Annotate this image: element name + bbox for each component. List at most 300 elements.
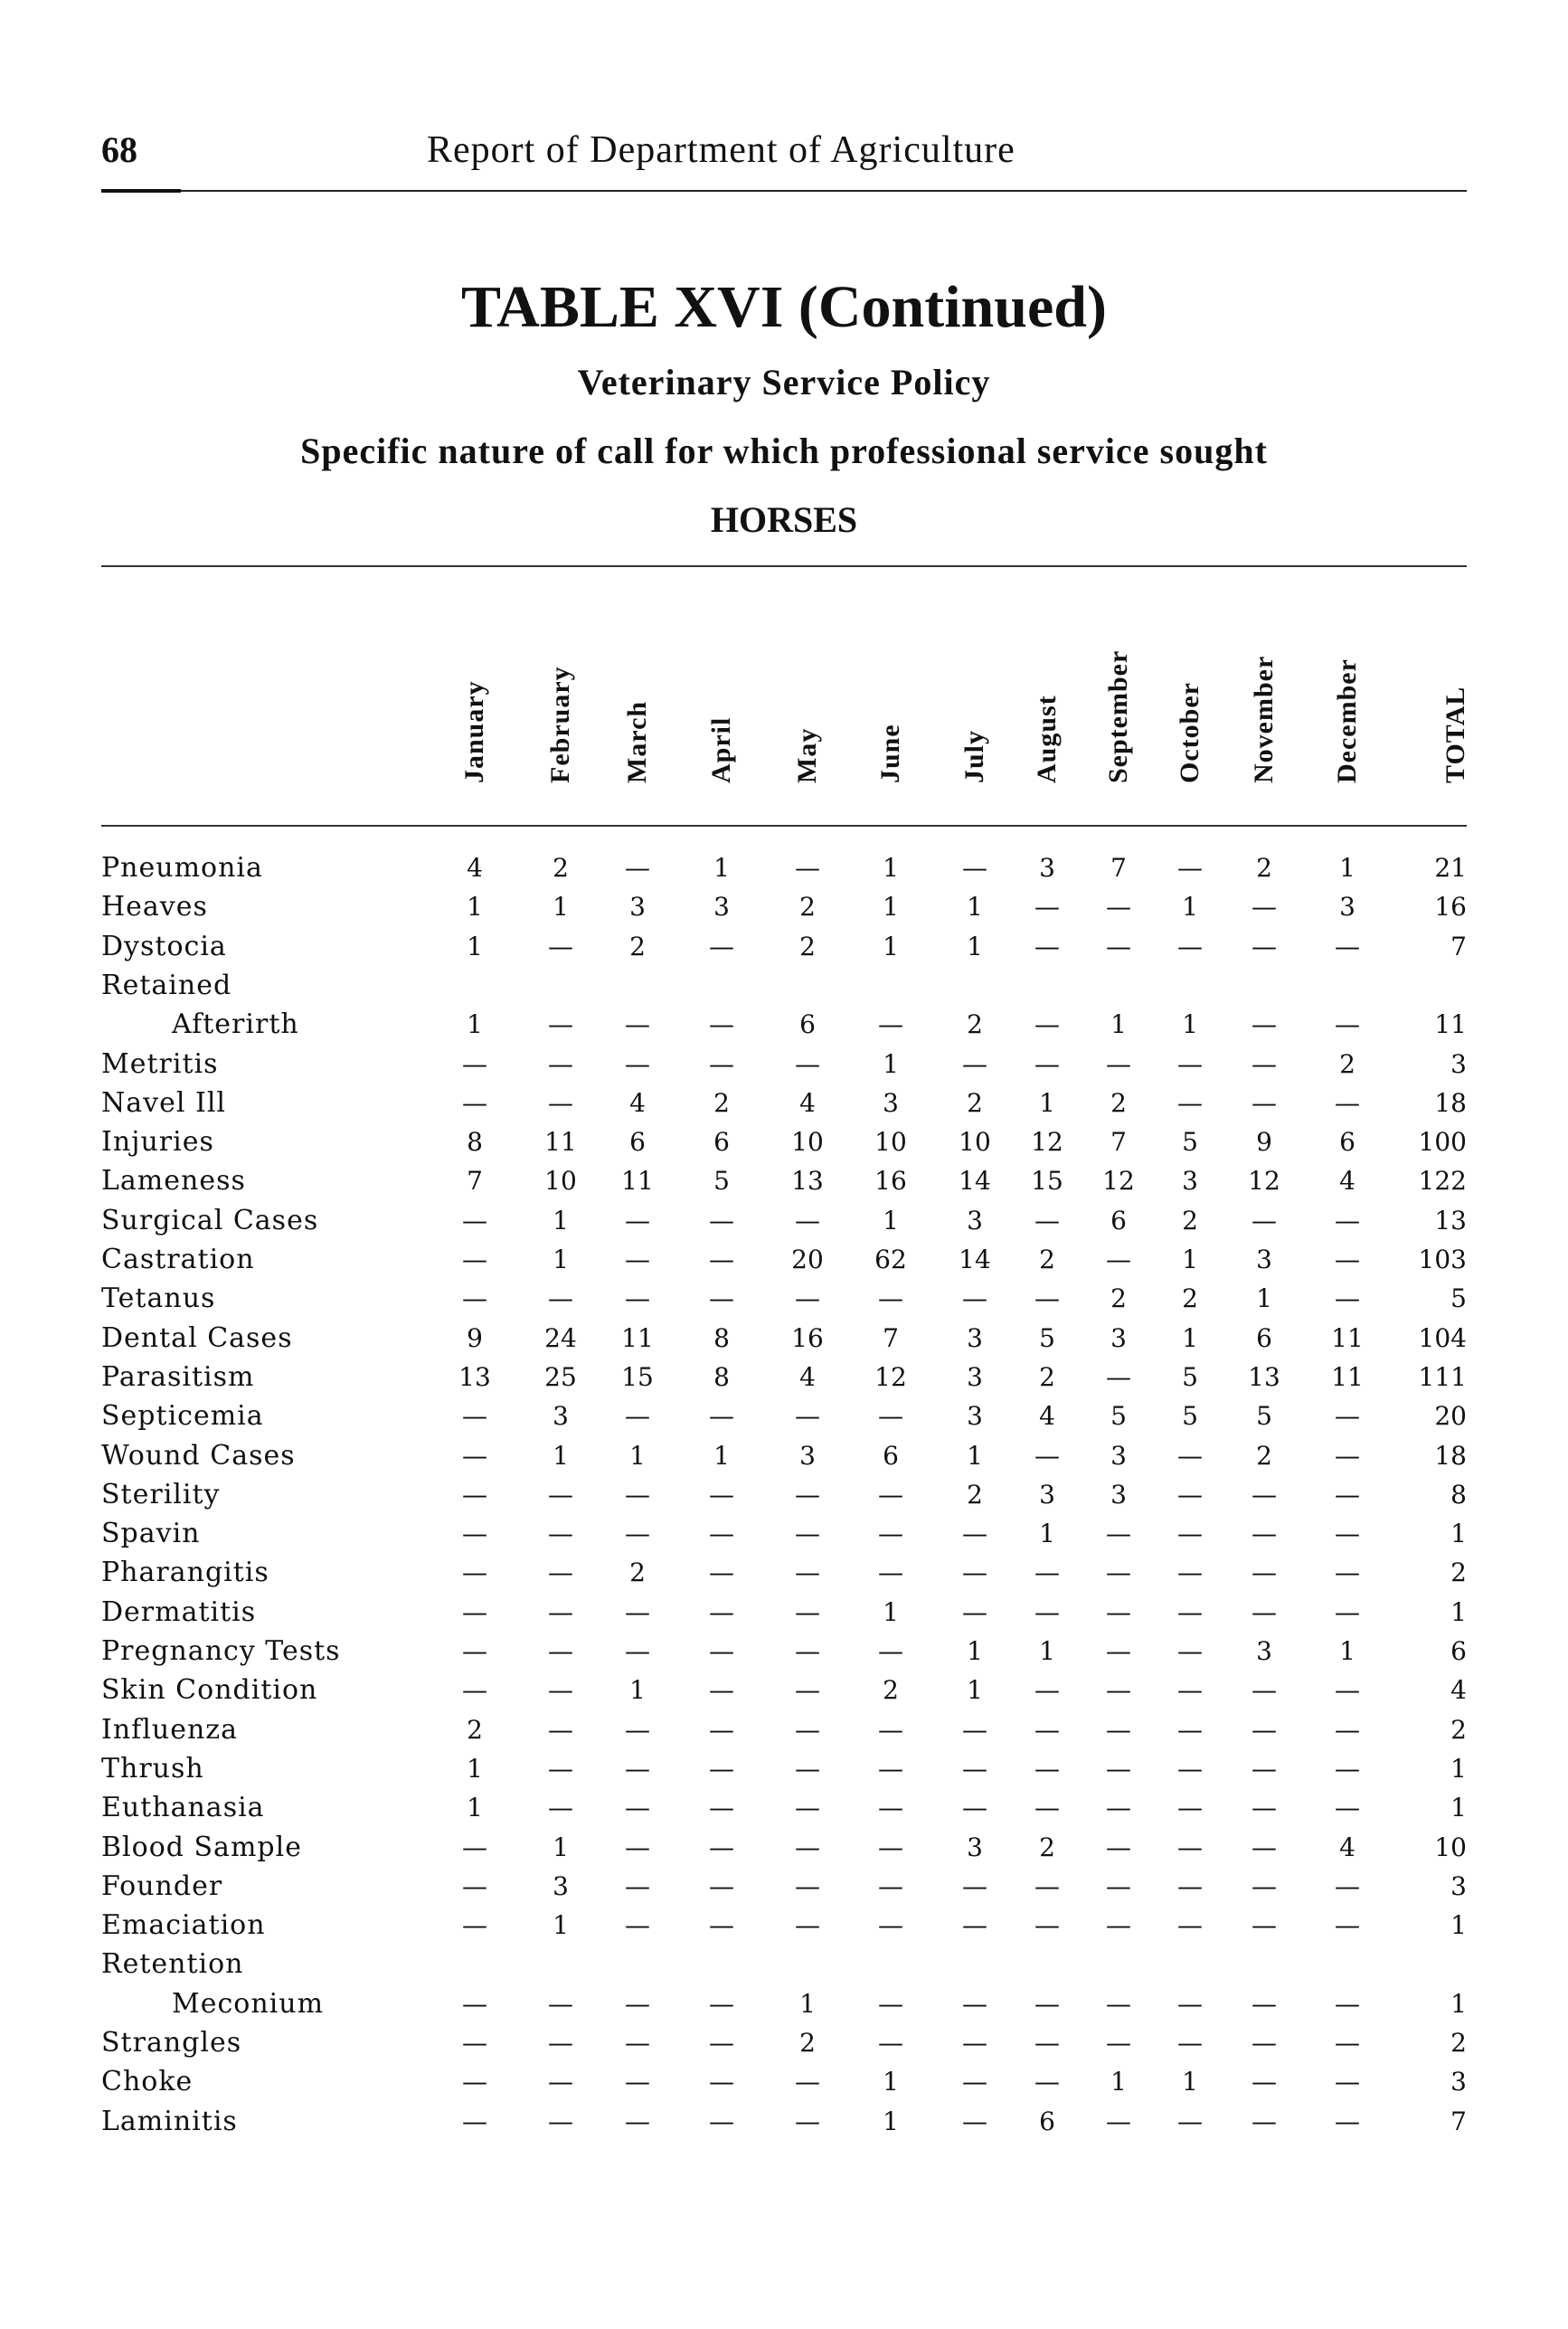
cell-value: 2 (967, 1009, 983, 1039)
row-label: Parasitism (101, 1361, 255, 1393)
cell-total: 1 (1450, 1754, 1467, 1784)
cell-value: 7 (467, 1166, 483, 1196)
cell-total: 111 (1418, 1362, 1467, 1392)
cell-value: — (1177, 1519, 1203, 1548)
page-number: 68 (101, 129, 137, 170)
cell-value: — (1335, 1519, 1360, 1548)
column-header-label: November (1249, 655, 1279, 783)
column-header-label: February (545, 666, 575, 783)
table-row (0, 1945, 1568, 1983)
cell-value: — (1335, 1088, 1360, 1118)
cell-value: 9 (1256, 1127, 1272, 1157)
cell-value: — (1335, 1206, 1360, 1236)
cell-value: 6 (713, 1127, 730, 1157)
cell-total: 2 (1450, 1557, 1467, 1587)
cell-value: — (962, 1871, 987, 1901)
cell-total: 3 (1450, 2067, 1467, 2097)
cell-value: — (1335, 1557, 1360, 1587)
cell-value: — (462, 1910, 487, 1940)
cell-value: — (548, 1519, 573, 1548)
cell-value: 3 (1039, 1480, 1055, 1510)
cell-value: — (1252, 1557, 1277, 1587)
cell-value: — (1034, 1283, 1060, 1313)
cell-value: 3 (1110, 1480, 1127, 1510)
cell-value: — (548, 2067, 573, 2097)
cell-value: — (462, 1401, 487, 1431)
cell-value: 3 (1339, 892, 1355, 922)
cell-value: — (1252, 1049, 1277, 1079)
cell-value: 1 (1039, 1636, 1055, 1666)
column-header-label: June (875, 724, 905, 783)
cell-total: 13 (1434, 1206, 1467, 1236)
cell-value: 12 (1248, 1166, 1280, 1196)
cell-value: 3 (967, 1832, 983, 1862)
cell-value: — (709, 1871, 734, 1901)
cell-value: 1 (883, 1049, 899, 1079)
cell-total: 1 (1450, 1519, 1467, 1548)
cell-value: — (1335, 1009, 1360, 1039)
cell-value: 3 (553, 1401, 569, 1431)
cell-value: — (878, 1793, 903, 1822)
cell-value: — (1335, 1675, 1360, 1705)
cell-value: — (548, 1989, 573, 2019)
cell-value: 1 (553, 1206, 569, 1236)
cell-value: 1 (467, 1754, 483, 1784)
column-header-july (952, 579, 997, 814)
cell-value: — (1034, 1441, 1060, 1471)
cell-value: 1 (967, 932, 983, 961)
cell-total: 21 (1434, 853, 1467, 883)
cell-value: 12 (1102, 1166, 1135, 1196)
cell-value: — (962, 1049, 987, 1079)
cell-value: 11 (621, 1323, 654, 1353)
cell-value: — (1106, 1793, 1131, 1822)
column-header-may (785, 579, 830, 814)
cell-value: — (1335, 1754, 1360, 1784)
cell-value: — (1252, 1754, 1277, 1784)
cell-value: 13 (791, 1166, 824, 1196)
cell-value: 8 (467, 1127, 483, 1157)
cell-value: — (1034, 1871, 1060, 1901)
cell-value: — (1335, 2107, 1360, 2136)
row-label: Heaves (101, 891, 208, 923)
cell-value: — (1177, 1871, 1203, 1901)
cell-value: 2 (799, 932, 816, 961)
cell-value: — (795, 1754, 820, 1784)
cell-value: — (962, 1793, 987, 1822)
cell-value: 2 (1039, 1832, 1055, 1862)
cell-value: 5 (1256, 1401, 1272, 1431)
cell-value: 7 (883, 1323, 899, 1353)
cell-total: 2 (1450, 2028, 1467, 2058)
cell-value: — (1177, 1910, 1203, 1940)
row-label: Dental Cases (101, 1322, 293, 1354)
cell-value: — (878, 1832, 903, 1862)
row-label: Thrush (101, 1753, 204, 1785)
cell-value: 3 (1256, 1245, 1272, 1274)
column-header-label: May (792, 727, 822, 783)
cell-value: — (1034, 1989, 1060, 2019)
column-header-june (868, 579, 913, 814)
cell-value: 6 (799, 1009, 816, 1039)
cell-value: 24 (544, 1323, 577, 1353)
cell-value: 4 (629, 1088, 646, 1118)
cell-value: — (962, 1989, 987, 2019)
row-label: Pharangitis (101, 1557, 269, 1588)
table-row (0, 1632, 1568, 1671)
table-title: TABLE XVI (Continued) (461, 274, 1107, 340)
cell-value: — (1335, 932, 1360, 961)
row-label: Founder (101, 1870, 223, 1902)
table-row (0, 1122, 1568, 1161)
cell-value: — (1177, 853, 1203, 883)
cell-value: 2 (1182, 1283, 1198, 1313)
cell-value: — (962, 2067, 987, 2097)
cell-value: 3 (553, 1871, 569, 1901)
cell-value: — (1106, 1597, 1131, 1627)
cell-value: — (1252, 892, 1277, 922)
column-header-label: April (706, 716, 736, 783)
cell-value: — (1106, 892, 1131, 922)
cell-value: — (548, 932, 573, 961)
cell-value: — (1252, 1480, 1277, 1510)
cell-value: — (795, 1049, 820, 1079)
cell-value: — (1177, 1088, 1203, 1118)
cell-value: 1 (967, 1675, 983, 1705)
cell-value: 16 (874, 1166, 907, 1196)
cell-value: — (548, 1088, 573, 1118)
table-row (0, 1319, 1568, 1358)
cell-total: 1 (1450, 1910, 1467, 1940)
cell-value: — (709, 1715, 734, 1745)
cell-value: — (1106, 1754, 1131, 1784)
cell-value: — (962, 1754, 987, 1784)
cell-value: 1 (883, 932, 899, 961)
row-label: Euthanasia (101, 1792, 265, 1823)
cell-value: 2 (1339, 1049, 1355, 1079)
table-row (0, 1279, 1568, 1318)
cell-value: — (1177, 1480, 1203, 1510)
table-row (0, 1671, 1568, 1709)
cell-value: 1 (967, 1441, 983, 1471)
cell-value: 6 (883, 1441, 899, 1471)
cell-value: — (1335, 1401, 1360, 1431)
cell-value: 1 (1339, 1636, 1355, 1666)
cell-value: 11 (1331, 1362, 1364, 1392)
cell-value: — (625, 1519, 650, 1548)
cell-value: 1 (883, 892, 899, 922)
table-row (0, 1475, 1568, 1514)
cell-value: 1 (967, 892, 983, 922)
cell-value: — (1034, 1910, 1060, 1940)
cell-value: — (1034, 1557, 1060, 1587)
cell-value: — (795, 1832, 820, 1862)
cell-value: — (1335, 1597, 1360, 1627)
row-label: Pneumonia (101, 852, 263, 884)
cell-value: — (709, 1754, 734, 1784)
cell-value: — (795, 853, 820, 883)
cell-value: 2 (1039, 1362, 1055, 1392)
cell-value: 1 (553, 1832, 569, 1862)
cell-value: — (1106, 1871, 1131, 1901)
row-label: Meconium (172, 1988, 325, 2020)
cell-value: — (1177, 2028, 1203, 2058)
cell-total: 3 (1450, 1049, 1467, 1079)
cell-value: 4 (1339, 1166, 1355, 1196)
table-row (0, 2102, 1568, 2141)
row-label: Navel Ill (101, 1087, 227, 1119)
cell-value: — (1034, 1597, 1060, 1627)
cell-value: 3 (713, 892, 730, 922)
cell-value: — (709, 932, 734, 961)
cell-value: 1 (467, 1009, 483, 1039)
cell-value: — (962, 1715, 987, 1745)
table-row (0, 848, 1568, 887)
cell-value: 6 (1110, 1206, 1127, 1236)
cell-value: — (878, 1480, 903, 1510)
cell-value: 2 (629, 932, 646, 961)
cell-value: — (1252, 1989, 1277, 2019)
cell-value: — (962, 1597, 987, 1627)
cell-value: 11 (544, 1127, 577, 1157)
cell-value: — (1335, 1715, 1360, 1745)
cell-value: 1 (883, 1206, 899, 1236)
cell-value: — (1335, 1793, 1360, 1822)
row-label: Lameness (101, 1165, 246, 1197)
cell-value: — (795, 1206, 820, 1236)
cell-total: 103 (1418, 1245, 1467, 1274)
cell-value: — (462, 1871, 487, 1901)
cell-value: — (548, 1283, 573, 1313)
cell-value: 1 (1256, 1283, 1272, 1313)
cell-total: 6 (1450, 1636, 1467, 1666)
cell-value: — (1034, 1715, 1060, 1745)
cell-value: — (625, 1715, 650, 1745)
cell-value: — (878, 1871, 903, 1901)
cell-value: — (709, 2028, 734, 2058)
cell-value: — (625, 1832, 650, 1862)
cell-value: — (962, 1910, 987, 1940)
cell-value: — (878, 1519, 903, 1548)
cell-value: — (1177, 932, 1203, 961)
cell-value: — (1177, 1793, 1203, 1822)
cell-value: — (709, 1675, 734, 1705)
column-header-label: September (1103, 649, 1133, 783)
table-titles (101, 267, 1467, 554)
cell-value: — (1335, 1441, 1360, 1471)
cell-value: — (878, 2028, 903, 2058)
cell-value: — (462, 1557, 487, 1587)
cell-total: 122 (1418, 1166, 1467, 1196)
cell-value: — (795, 1793, 820, 1822)
cell-value: — (625, 1245, 650, 1274)
cell-value: 6 (1256, 1323, 1272, 1353)
cell-value: — (1177, 2107, 1203, 2136)
cell-value: — (795, 1675, 820, 1705)
row-label: Injuries (101, 1126, 214, 1158)
cell-value: — (548, 1480, 573, 1510)
column-header-september (1096, 579, 1141, 814)
cell-value: — (1252, 1519, 1277, 1548)
cell-total: 5 (1450, 1283, 1467, 1313)
cell-total: 20 (1434, 1401, 1467, 1431)
table-row (0, 1005, 1568, 1044)
row-label: Surgical Cases (101, 1205, 319, 1236)
cell-value: — (462, 1049, 487, 1079)
table-row (0, 1867, 1568, 1906)
cell-value: — (625, 1989, 650, 2019)
cell-value: 15 (1031, 1166, 1063, 1196)
cell-value: — (709, 1557, 734, 1587)
row-label: Choke (101, 2066, 194, 2097)
cell-value: — (1177, 1715, 1203, 1745)
cell-value: 13 (1248, 1362, 1280, 1392)
cell-value: — (709, 1793, 734, 1822)
column-header-label: TOTAL (1440, 686, 1470, 783)
cell-value: — (795, 2067, 820, 2097)
table-row (0, 966, 1568, 1005)
cell-value: 16 (791, 1323, 824, 1353)
cell-value: — (1106, 1715, 1131, 1745)
cell-value: 2 (967, 1088, 983, 1118)
cell-total: 10 (1434, 1832, 1467, 1862)
cell-value: — (1177, 1675, 1203, 1705)
cell-value: — (878, 1754, 903, 1784)
column-header-february (538, 579, 583, 814)
cell-value: — (1177, 1754, 1203, 1784)
cell-value: 2 (713, 1088, 730, 1118)
cell-value: 1 (1182, 2067, 1198, 2097)
animal-heading: HORSES (710, 499, 858, 540)
cell-value: 5 (1182, 1362, 1198, 1392)
cell-value: — (462, 2028, 487, 2058)
cell-value: 2 (553, 853, 569, 883)
column-header-label: August (1032, 695, 1062, 783)
cell-value: — (1177, 1636, 1203, 1666)
cell-value: — (1106, 1362, 1131, 1392)
cell-total: 7 (1450, 932, 1467, 961)
row-label: Influenza (101, 1714, 238, 1746)
cell-value: — (625, 1793, 650, 1822)
cell-value: 8 (713, 1323, 730, 1353)
cell-value: — (462, 1480, 487, 1510)
cell-value: 1 (1182, 1245, 1198, 1274)
cell-value: — (1034, 892, 1060, 922)
cell-value: — (625, 1401, 650, 1431)
cell-value: — (1034, 1009, 1060, 1039)
cell-value: — (1106, 1519, 1131, 1548)
cell-value: — (709, 1009, 734, 1039)
cell-value: — (795, 1636, 820, 1666)
cell-value: — (709, 1989, 734, 2019)
column-header-label: July (959, 729, 989, 783)
table-row (0, 1710, 1568, 1749)
cell-value: 6 (1039, 2107, 1055, 2136)
cell-value: 5 (1182, 1401, 1198, 1431)
cell-value: 15 (621, 1362, 654, 1392)
row-label: Sterility (101, 1479, 221, 1510)
cell-value: — (462, 1675, 487, 1705)
cell-value: — (795, 1401, 820, 1431)
cell-value: — (625, 1754, 650, 1784)
column-headers (0, 579, 1568, 814)
cell-value: — (1034, 2028, 1060, 2058)
cell-value: 3 (629, 892, 646, 922)
cell-value: — (1335, 1989, 1360, 2019)
cell-total: 18 (1434, 1088, 1467, 1118)
column-header-label: March (622, 700, 652, 783)
cell-value: — (795, 1480, 820, 1510)
table-row (0, 1240, 1568, 1279)
cell-value: — (625, 853, 650, 883)
cell-value: — (625, 2028, 650, 2058)
row-label: Afterirth (172, 1008, 299, 1040)
cell-value: — (462, 1989, 487, 2019)
cell-value: — (1335, 1910, 1360, 1940)
cell-value: — (878, 1283, 903, 1313)
cell-value: 14 (959, 1245, 991, 1274)
cell-value: — (625, 1283, 650, 1313)
cell-value: — (625, 1480, 650, 1510)
cell-value: — (709, 2107, 734, 2136)
cell-value: — (1252, 1871, 1277, 1901)
cell-value: — (462, 1088, 487, 1118)
cell-value: — (962, 2028, 987, 2058)
cell-value: — (1106, 2028, 1131, 2058)
cell-value: 13 (458, 1362, 491, 1392)
cell-value: — (1034, 2067, 1060, 2097)
cell-value: — (1106, 1049, 1131, 1079)
cell-value: 1 (713, 853, 730, 883)
cell-value: — (1252, 2107, 1277, 2136)
cell-value: — (625, 1910, 650, 1940)
table-row (0, 1749, 1568, 1788)
cell-value: — (1335, 2067, 1360, 2097)
cell-value: — (1335, 1871, 1360, 1901)
row-label: Dermatitis (101, 1596, 257, 1628)
table-row (0, 1553, 1568, 1592)
cell-value: 2 (799, 892, 816, 922)
cell-value: — (1252, 1088, 1277, 1118)
cell-value: 1 (467, 892, 483, 922)
cell-value: — (1177, 1597, 1203, 1627)
cell-value: — (462, 1245, 487, 1274)
cell-value: — (462, 1441, 487, 1471)
cell-value: 8 (713, 1362, 730, 1392)
row-label: Retained (101, 970, 232, 1001)
cell-value: — (795, 1519, 820, 1548)
row-label: Laminitis (101, 2106, 238, 2137)
cell-value: — (709, 1636, 734, 1666)
cell-value: — (709, 1401, 734, 1431)
policy-title: Veterinary Service Policy (577, 362, 991, 402)
cell-value: 1 (553, 1441, 569, 1471)
cell-value: 2 (883, 1675, 899, 1705)
cell-value: 1 (467, 1793, 483, 1822)
cell-total: 11 (1434, 1009, 1467, 1039)
cell-total: 8 (1450, 1480, 1467, 1510)
cell-value: — (1252, 932, 1277, 961)
cell-value: 10 (791, 1127, 824, 1157)
cell-total: 100 (1418, 1127, 1467, 1157)
cell-value: 7 (1110, 853, 1127, 883)
header-rule (101, 190, 1467, 192)
cell-value: 10 (874, 1127, 907, 1157)
cell-value: — (962, 1519, 987, 1548)
cell-value: 1 (1339, 853, 1355, 883)
cell-value: — (962, 853, 987, 883)
cell-value: — (709, 1480, 734, 1510)
